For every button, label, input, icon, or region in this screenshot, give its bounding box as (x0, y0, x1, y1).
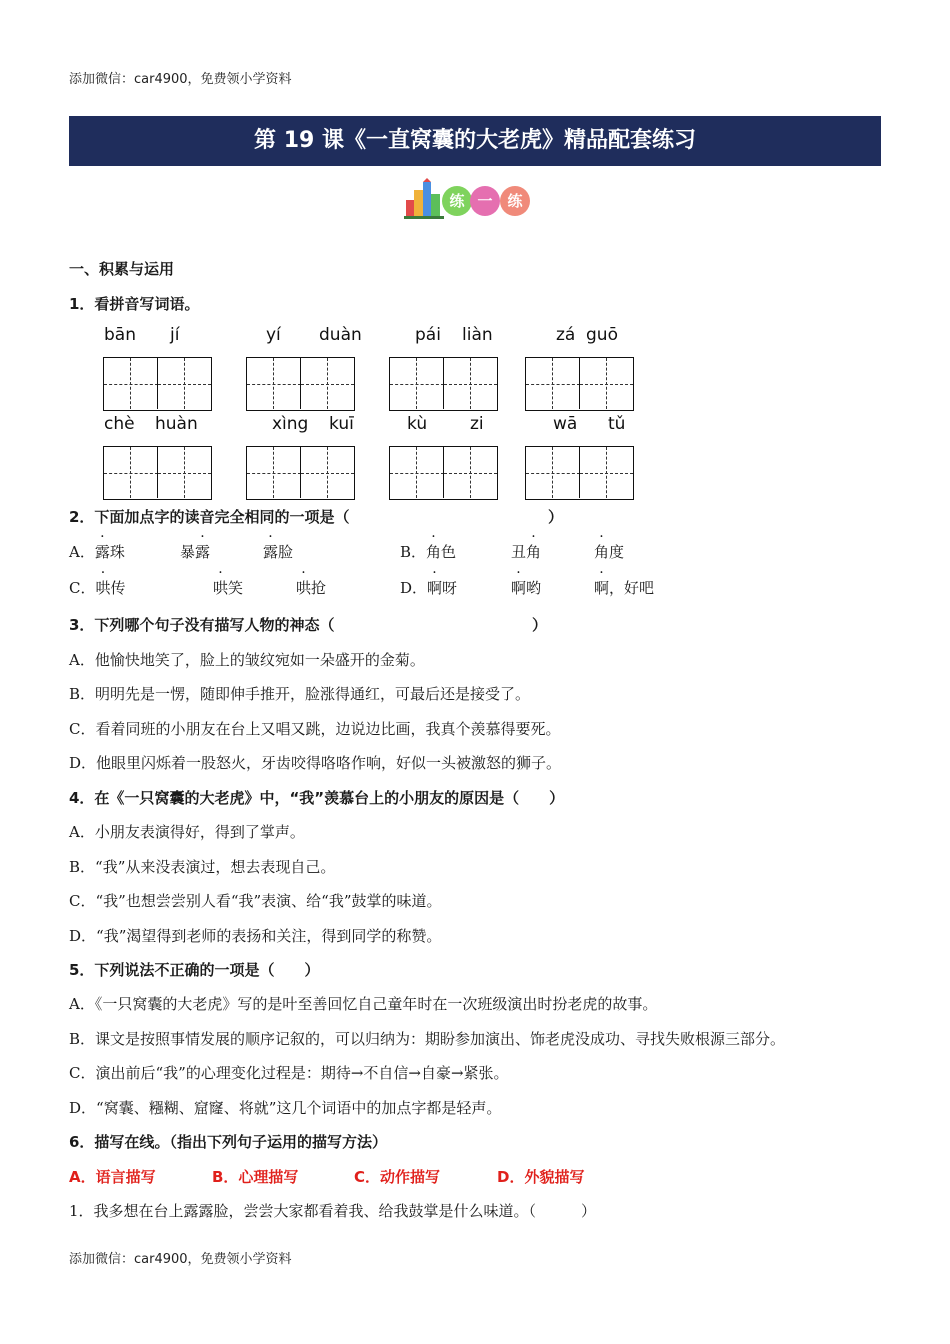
pinyin: duàn (319, 325, 362, 345)
writing-grid[interactable] (246, 357, 355, 411)
writing-grid[interactable] (525, 446, 634, 500)
option-c[interactable]: C．“我”也想尝尝别人看“我”表演、给“我”鼓掌的味道。 (69, 892, 442, 910)
section-heading: 一、积累与运用 (69, 260, 175, 278)
option-a[interactable]: A．《一只窝囊的大老虎》写的是叶至善回忆自己童年时在一次班级演出时扮老虎的故事。 (69, 995, 658, 1013)
badge-char-2: 一 (470, 186, 500, 216)
pinyin: bān (104, 325, 136, 345)
page-footer: 添加微信：car4900，免费领小学资料 (69, 1252, 292, 1267)
option-a-word-3: 露脸 (263, 543, 294, 561)
method-option-c: C．动作描写 (354, 1168, 441, 1186)
building-icon (404, 178, 444, 220)
option-d[interactable]: D．“我”渴望得到老师的表扬和关注，得到同学的称赞。 (69, 927, 442, 945)
page-header: 添加微信：car4900，免费领小学资料 (69, 72, 292, 87)
method-option-b: B．心理描写 (212, 1168, 299, 1186)
option-c[interactable]: C．哄传 (69, 579, 126, 597)
question-2-title: 2．下面加点字的读音完全相同的一项是（ (69, 508, 350, 526)
badge-char-3: 练 (500, 186, 530, 216)
option-c-word-2: 哄笑 (213, 579, 244, 597)
option-d[interactable]: D．啊呀 (400, 579, 458, 597)
pinyin: liàn (462, 325, 493, 345)
writing-grid[interactable] (246, 446, 355, 500)
option-a[interactable]: A．露珠 (69, 543, 125, 561)
writing-grid[interactable] (389, 446, 498, 500)
question-4-title: 4．在《一只窝囊的大老虎》中，“我”羡慕台上的小朋友的原因是（ ） (69, 789, 565, 807)
pinyin: zá (556, 325, 576, 345)
question-5-title: 5．下列说法不正确的一项是（ ） (69, 961, 320, 979)
question-3-close: ） (532, 616, 548, 634)
pinyin: kuī (329, 414, 354, 434)
pinyin: tǔ (608, 414, 626, 434)
writing-grid[interactable] (525, 357, 634, 411)
question-6-item-1: 1．我多想在台上露露脸，尝尝大家都看着我、给我鼓掌是什么味道。（ ） (69, 1202, 597, 1220)
writing-grid[interactable] (103, 446, 212, 500)
pinyin: guō (586, 325, 618, 345)
practice-badge (404, 178, 534, 220)
option-c[interactable]: C．演出前后“我”的心理变化过程是：期待→不自信→自豪→紧张。 (69, 1064, 509, 1082)
option-b[interactable]: B．课文是按照事情发展的顺序记叙的，可以归纳为：期盼参加演出、饰老虎没成功、寻找失败根源三部分。 (69, 1030, 786, 1048)
option-a[interactable]: A．他愉快地笑了，脸上的皱纹宛如一朵盛开的金菊。 (69, 651, 425, 669)
option-b-word-3: 角度 (594, 543, 625, 561)
option-c[interactable]: C．看着同班的小朋友在台上又唱又跳，边说边比画，我真个羡慕得要死。 (69, 720, 561, 738)
pinyin: huàn (155, 414, 198, 434)
pinyin: yí (266, 325, 281, 345)
option-d[interactable]: D．“窝囊、糨糊、窟窿、将就”这几个词语中的加点字都是轻声。 (69, 1099, 502, 1117)
option-d-word-2: 啊哟 (511, 579, 542, 597)
option-d-word-3: 啊，好吧 (594, 579, 655, 597)
pinyin: zi (470, 414, 484, 434)
pinyin: chè (104, 414, 135, 434)
option-a[interactable]: A．小朋友表演得好，得到了掌声。 (69, 823, 305, 841)
option-d[interactable]: D．他眼里闪烁着一股怒火，牙齿咬得咯咯作响，好似一头被激怒的狮子。 (69, 754, 562, 772)
badge-char-1: 练 (442, 186, 472, 216)
option-c-word-3: 哄抢 (296, 579, 327, 597)
pinyin: jí (170, 325, 180, 345)
option-a-word-2: 暴露 (180, 543, 211, 561)
pinyin: kù (407, 414, 428, 434)
page-title: 第 19 课《一直窝囊的大老虎》精品配套练习 (69, 116, 881, 166)
writing-grid[interactable] (103, 357, 212, 411)
method-option-a: A．语言描写 (69, 1168, 156, 1186)
option-b[interactable]: B．明明先是一愣，随即伸手推开，脸涨得通红，可最后还是接受了。 (69, 685, 531, 703)
question-2-close: ） (548, 508, 564, 526)
option-b[interactable]: B．角色 (400, 543, 457, 561)
method-option-d: D．外貌描写 (497, 1168, 585, 1186)
option-b-word-2: 丑角 (511, 543, 542, 561)
question-6-title: 6．描写在线。（指出下列句子运用的描写方法） (69, 1133, 387, 1151)
pinyin: wā (553, 414, 578, 434)
question-3-title: 3．下列哪个句子没有描写人物的神态（ (69, 616, 335, 634)
option-b[interactable]: B．“我”从来没表演过，想去表现自己。 (69, 858, 336, 876)
pinyin: xìng (272, 414, 309, 434)
writing-grid[interactable] (389, 357, 498, 411)
question-1-title: 1．看拼音写词语。 (69, 295, 200, 313)
pinyin: pái (415, 325, 441, 345)
